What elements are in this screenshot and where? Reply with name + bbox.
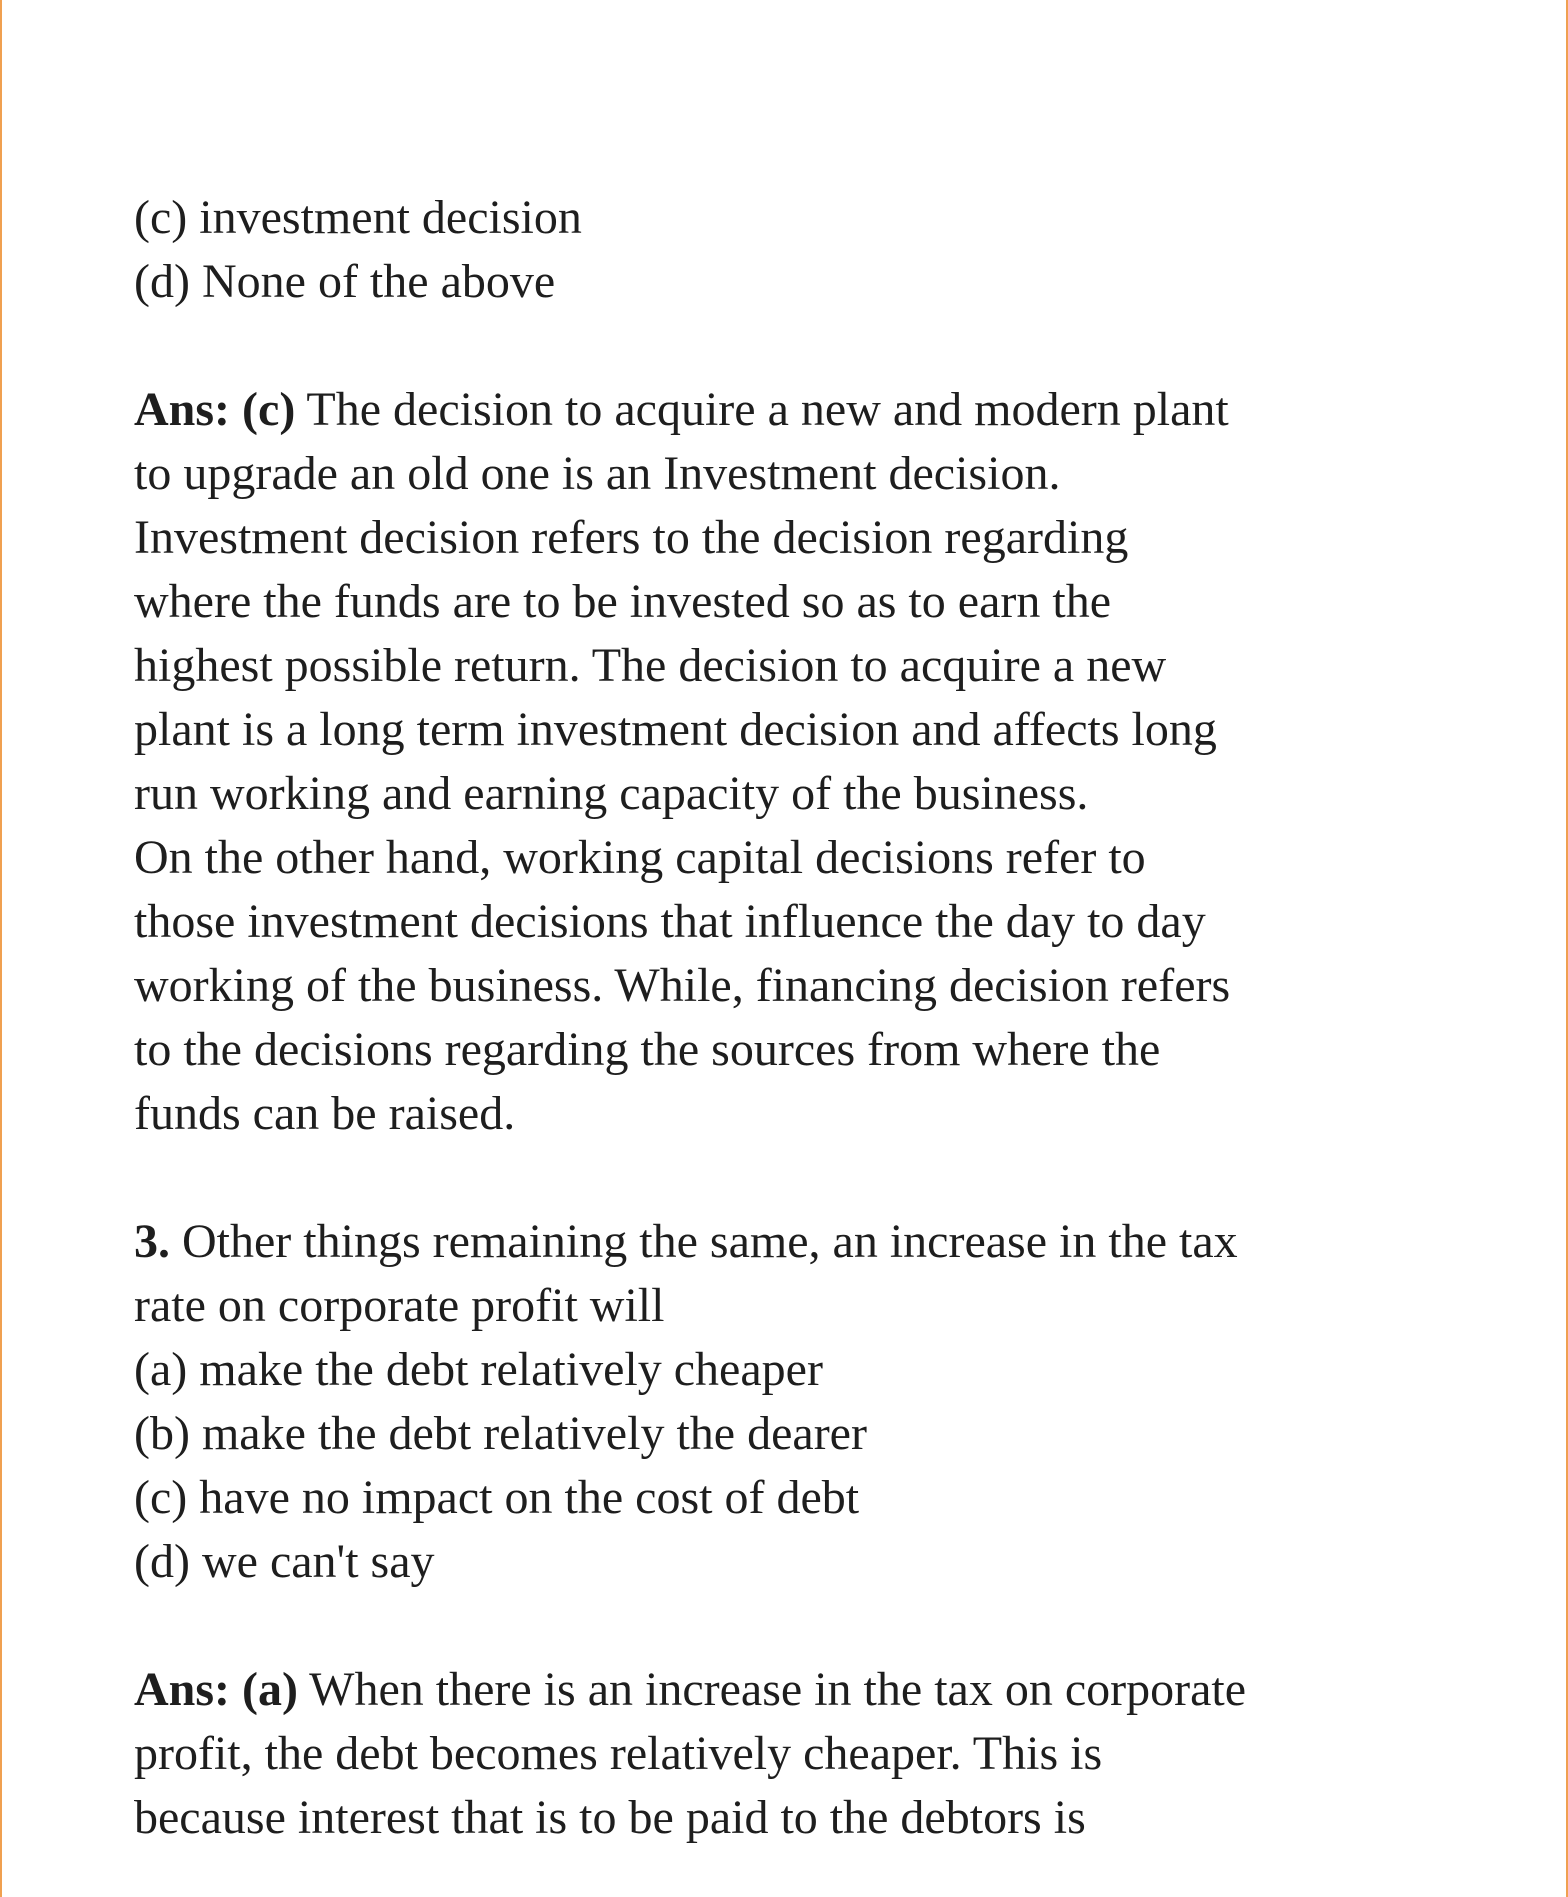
answer-line: Investment decision refers to the decision regarding (134, 511, 1129, 564)
option-a: (a) make the debt relatively cheaper (134, 1343, 823, 1396)
answer-line: those investment decisions that influence the day to day (134, 895, 1206, 948)
answer-line: where the funds are to be invested so as to earn the (134, 575, 1111, 628)
answer-text: When there is an increase in the tax on corporate (298, 1663, 1247, 1716)
answer-line: run working and earning capacity of the business. (134, 767, 1089, 820)
answer-line: funds can be raised. (134, 1087, 516, 1140)
question-number: 3. (134, 1215, 170, 1268)
option-d: (d) we can't say (134, 1535, 435, 1588)
answer-line: to upgrade an old one is an Investment decision. (134, 447, 1061, 500)
answer-line: plant is a long term investment decision and affects long (134, 703, 1217, 756)
answer-line: working of the business. While, financing decision refers (134, 959, 1231, 1012)
answer-3-first-line (134, 1658, 1246, 1722)
answer-line: profit, the debt becomes relatively cheaper. This is (134, 1727, 1103, 1780)
question-3-first-line (134, 1210, 1246, 1274)
option-c: (c) investment decision (134, 191, 582, 244)
option-d: (d) None of the above (134, 255, 556, 308)
answer-label: Ans: (a) (134, 1663, 298, 1716)
answer-line: highest possible return. The decision to acquire a new (134, 639, 1167, 692)
answer-line: On the other hand, working capital decisions refer to (134, 831, 1146, 884)
answer-line: because interest that is to be paid to the debtors is (134, 1791, 1086, 1844)
answer-label: Ans: (c) (134, 383, 296, 436)
answer-2-first-line (134, 378, 1246, 442)
option-b: (b) make the debt relatively the dearer (134, 1407, 867, 1460)
question-line: rate on corporate profit will (134, 1279, 665, 1332)
question-text: Other things remaining the same, an increase in the tax (170, 1215, 1238, 1268)
document-body (134, 186, 1246, 1850)
answer-line: to the decisions regarding the sources from where the (134, 1023, 1161, 1076)
option-c: (c) have no impact on the cost of debt (134, 1471, 860, 1524)
answer-text: The decision to acquire a new and modern plant (295, 383, 1229, 436)
